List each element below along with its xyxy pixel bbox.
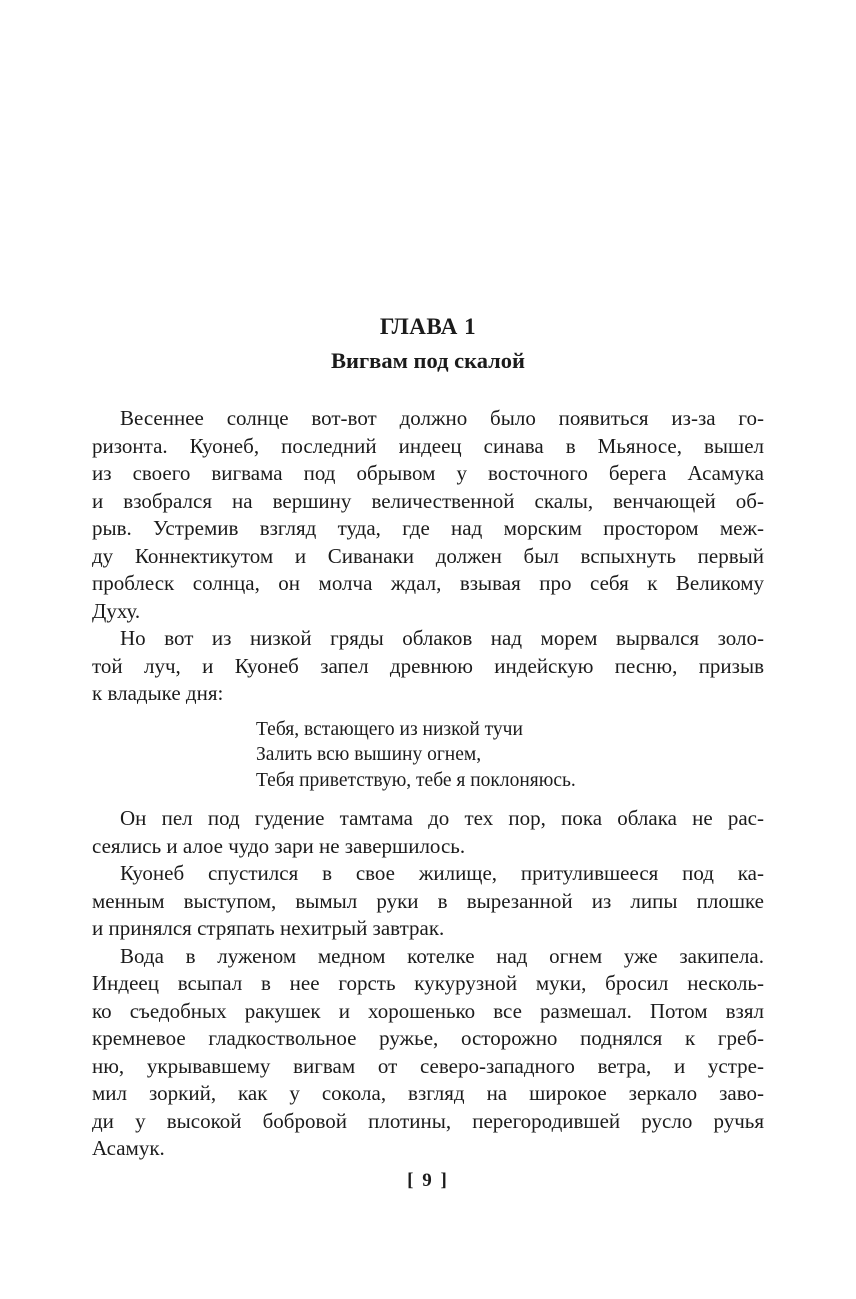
text-line: менным выступом, вымыл руки в вырезанной из липы плошке (92, 888, 764, 913)
text-line: Он пел под гудение тамтама до тех пор, пока облака не рас- (120, 806, 764, 830)
paragraph (92, 860, 764, 943)
text-line: ню, укрывавшему вигвам от северо-западного ветра, и устре- (92, 1053, 764, 1078)
text-line: Индеец всыпал в нее горсть кукурузной муки, бросил несколь- (92, 971, 764, 995)
text-line: Духу. (92, 598, 141, 623)
paragraph (92, 943, 764, 1163)
text-line: ду Коннектикутом и Сиванаки должен был вспыхнуть первый (92, 543, 764, 568)
paragraph (92, 405, 764, 625)
chapter-subtitle: Вигвам под скалой (330, 348, 525, 373)
page-number: [ 9 ] (407, 1169, 449, 1191)
text-line: Залить всю вышину огнем, (256, 744, 482, 765)
text-line: и взобрался на вершину величественной скалы, венчающей об- (92, 488, 764, 513)
text-line: к владыке дня: (92, 681, 224, 705)
text-line: ко съедобных ракушек и хорошенько все размешал. Потом взял (92, 998, 764, 1023)
text-line: Вода в луженом медном котелке над огнем уже закипела. (120, 943, 764, 968)
text-block (92, 405, 764, 1163)
text-line: ризонта. Куонеб, последний индеец синава в Мьяносе, вышел (92, 433, 764, 458)
text-line: Тебя, встающего из низкой тучи (256, 718, 523, 740)
text-line: Куонеб спустился в свое жилище, притулившееся под ка- (120, 861, 764, 885)
paragraph (92, 625, 764, 708)
text-line: из своего вигвама под обрывом у восточного берега Асамука (92, 461, 764, 485)
paragraph (92, 805, 764, 860)
text-line: мил зоркий, как у сокола, взгляд на широкое зеркало заво- (92, 1081, 764, 1105)
chapter-heading: ГЛАВА 1 (379, 314, 477, 339)
text-line: Но вот из низкой гряды облаков над морем вырвался золо- (120, 626, 764, 650)
verse-block (256, 717, 764, 794)
text-line: Тебя приветствую, тебе я поклоняюсь. (256, 769, 576, 791)
text-line: Весеннее солнце вот-вот должно было появиться из-за го- (120, 406, 764, 430)
text-line: сеялись и алое чудо зари не завершилось. (92, 833, 466, 858)
text-line: Асамук. (92, 1136, 165, 1160)
text-line: проблеск солнца, он молча ждал, взывая про себя к Великому (92, 571, 764, 595)
text-line: рыв. Устремив взгляд туда, где над морским простором меж- (92, 516, 764, 540)
text-line: ди у высокой бобровой плотины, перегородившей русло ручья (92, 1108, 764, 1133)
text-line: кремневое гладкоствольное ружье, осторожно поднялся к греб- (92, 1026, 764, 1050)
text-line: и принялся стряпать нехитрый завтрак. (92, 916, 445, 940)
text-line: той луч, и Куонеб запел древнюю индейскую песню, призыв (92, 653, 764, 678)
